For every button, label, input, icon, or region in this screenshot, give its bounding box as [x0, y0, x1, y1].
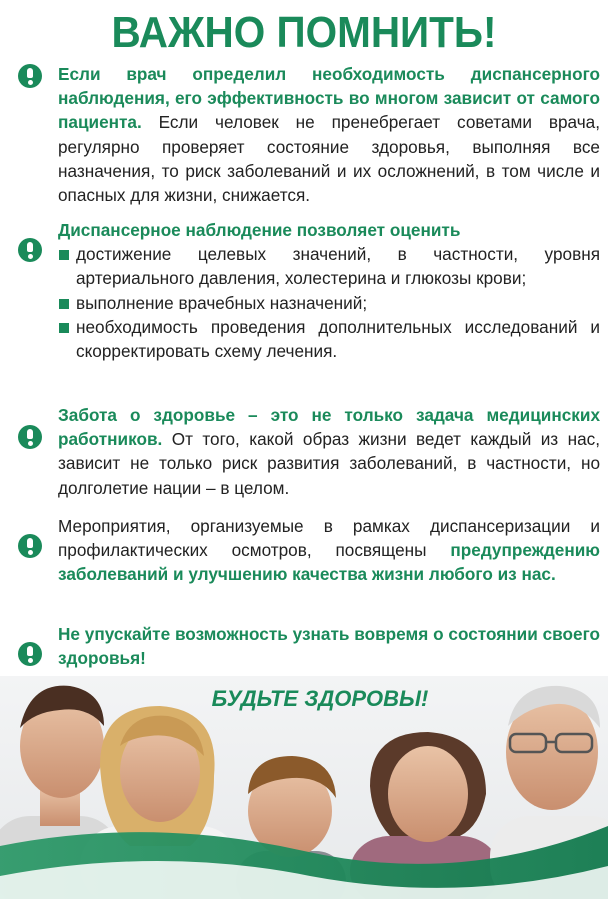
highlight-text: Если врач определил необходимость диспансерного наблюдения, его эффективность во многом зависит от самого пациента. [58, 64, 600, 133]
list-item [58, 291, 600, 315]
notice-text-events [58, 514, 600, 587]
body-text: Если человек не пренебрегает советами врача, регулярно проверяет состояние здоровья, выполняя все назначения, то риск заболеваний и их осложнений, в том числе и опасных для жизни, снижается. [58, 112, 600, 206]
exclamation-circle-icon [18, 534, 42, 558]
subheading: Диспансерное наблюдение позволяет оценить [58, 220, 461, 240]
notice-text-observation [58, 218, 600, 363]
notice-text-reminder [58, 622, 600, 670]
bullet-square-icon [59, 250, 69, 260]
exclamation-circle-icon [18, 64, 42, 88]
exclamation-circle-icon [18, 642, 42, 666]
exclamation-circle-icon [18, 425, 42, 449]
slogan: БУДЬТЕ ЗДОРОВЫ! [211, 686, 429, 711]
list-item-text: необходимость проведения дополнительных исследований и скорректировать схему лечения. [76, 316, 600, 362]
exclamation-circle-icon [18, 238, 42, 262]
list-item-text: достижение целевых значений, в частности, уровня артериального давления, холестерина и глюкозы крови; [76, 244, 600, 289]
notice-text-doctor [58, 62, 600, 207]
highlight-text: предупреждению заболеваний и улучшению качества жизни любого из нас. [58, 540, 600, 585]
list-item [58, 315, 600, 363]
list-item [58, 242, 600, 290]
body-text: От того, какой образ жизни ведет каждый из нас, зависит не только риск развития заболеваний, в частности, но долголетие нации – в целом. [58, 429, 600, 498]
body-text: Мероприятия, организуемые в рамках диспансеризации и профилактических осмотров, посвящены [58, 516, 600, 561]
page-title: ВАЖНО ПОМНИТЬ! [111, 8, 497, 57]
notice-text-health-care [58, 403, 600, 500]
list-item-text: выполнение врачебных назначений; [76, 292, 368, 313]
highlight-text: Забота о здоровье – это не только задача медицинских работников. [58, 405, 600, 450]
highlight-text: Не упускайте возможность узнать вовремя о состоянии своего здоровья! [58, 624, 600, 669]
bullet-square-icon [59, 299, 69, 309]
bullet-square-icon [59, 323, 69, 333]
